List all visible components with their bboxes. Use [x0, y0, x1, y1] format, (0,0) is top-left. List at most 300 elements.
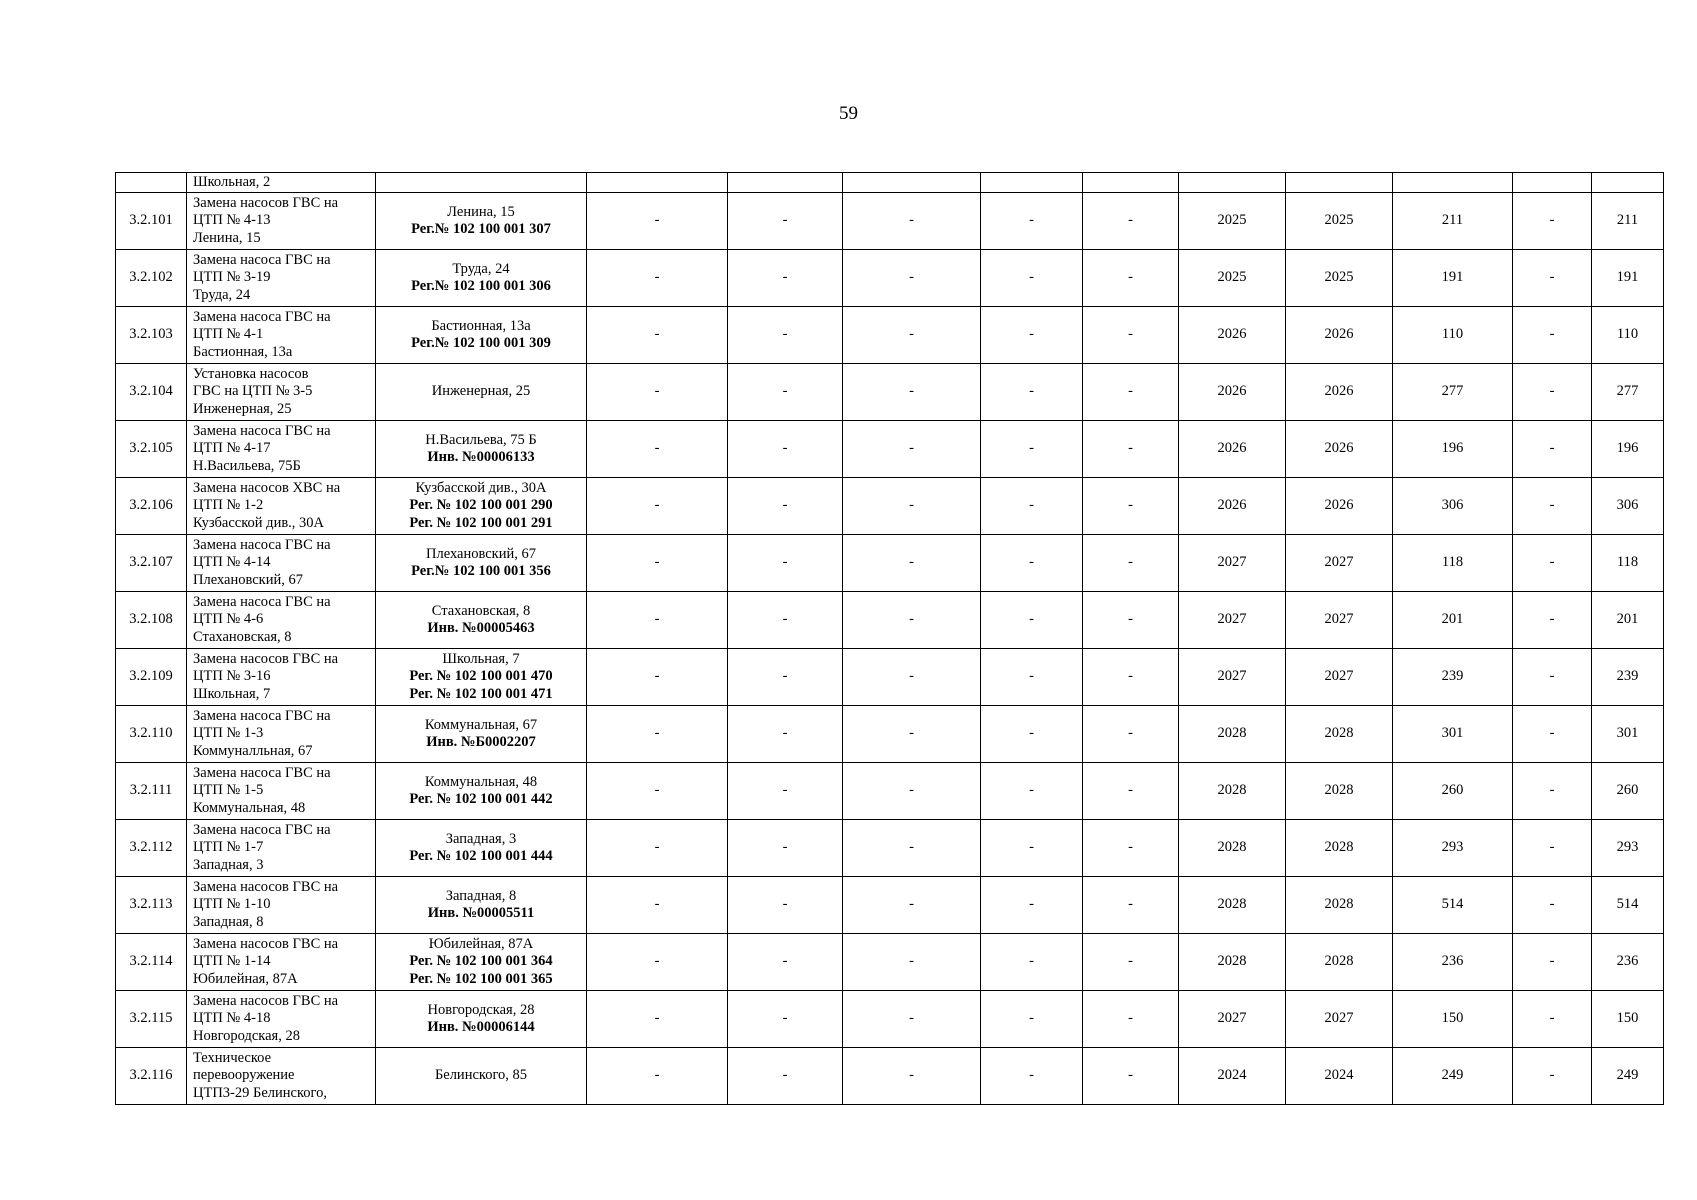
cell-value-other: - [1513, 421, 1592, 478]
cell-year-start: 2027 [1179, 649, 1286, 706]
cell-value-other: - [1513, 763, 1592, 820]
cell-total: 196 [1592, 421, 1664, 478]
registration-number: Рег. № 102 100 001 471 [409, 685, 553, 702]
cell-year-end: 2026 [1286, 364, 1393, 421]
cell-value-other: - [1513, 592, 1592, 649]
cell-col5: - [728, 307, 843, 364]
table-row [116, 364, 1664, 421]
name-line: ЦТП № 1-5 [193, 782, 264, 799]
registration-number: Инв. №00006133 [427, 449, 535, 465]
cell-total: 260 [1592, 763, 1664, 820]
cell-value-other: - [1513, 877, 1592, 934]
registration-number: Рег. № 102 100 001 291 [409, 514, 553, 531]
cell-num: 3.2.112 [116, 820, 187, 877]
cell-col6: - [843, 193, 981, 250]
address-line: Коммунальная, 48 [424, 773, 538, 790]
cell-col6: - [843, 763, 981, 820]
name-line: Замена насоса ГВС на [193, 251, 331, 268]
cell-name [187, 649, 376, 706]
name-line: Замена насоса ГВС на [193, 308, 331, 325]
cell-col4: - [587, 934, 728, 991]
cell-col6: - [843, 877, 981, 934]
cell-col8: - [1083, 877, 1179, 934]
cell-address [376, 706, 587, 763]
cell-total [1592, 173, 1664, 193]
cell-col6 [843, 173, 981, 193]
table-row [116, 421, 1664, 478]
table-row [116, 991, 1664, 1048]
registration-number: Рег. № 102 100 001 364 [409, 953, 553, 970]
cell-value [1393, 173, 1513, 193]
cell-value-other: - [1513, 706, 1592, 763]
cell-col4: - [587, 877, 728, 934]
cell-col4: - [587, 592, 728, 649]
cell-year-start [1179, 173, 1286, 193]
cell-col5: - [728, 1048, 843, 1105]
cell-col6: - [843, 820, 981, 877]
cell-col8: - [1083, 250, 1179, 307]
cell-col8: - [1083, 307, 1179, 364]
cell-col4: - [587, 991, 728, 1048]
cell-name [187, 478, 376, 535]
cell-col4: - [587, 535, 728, 592]
name-line: Труда, 24 [193, 286, 251, 303]
cell-col7: - [981, 934, 1083, 991]
cell-address [376, 307, 587, 364]
cell-col4 [587, 173, 728, 193]
name-line: Стахановская, 8 [193, 628, 292, 645]
cell-col7: - [981, 820, 1083, 877]
cell-total: 110 [1592, 307, 1664, 364]
cell-value: 191 [1393, 250, 1513, 307]
name-line: ЦТП № 4-14 [193, 554, 271, 571]
name-line: Н.Васильева, 75Б [193, 457, 301, 474]
cell-address [376, 193, 587, 250]
cell-col7: - [981, 250, 1083, 307]
name-line: ЦТП3-29 Белинского, [193, 1084, 327, 1101]
name-line: Замена насоса ГВС на [193, 764, 331, 781]
address-line: Труда, 24 [452, 260, 510, 277]
cell-name: Школьная, 2 [187, 173, 376, 193]
cell-year-end: 2026 [1286, 307, 1393, 364]
cell-value-other: - [1513, 1048, 1592, 1105]
cell-name [187, 763, 376, 820]
cell-col6: - [843, 706, 981, 763]
cell-col6: - [843, 307, 981, 364]
cell-value: 260 [1393, 763, 1513, 820]
name-line: Замена насосов ГВС на [193, 194, 339, 211]
cell-num: 3.2.109 [116, 649, 187, 706]
cell-address [376, 364, 587, 421]
table-row [116, 535, 1664, 592]
cell-value: 301 [1393, 706, 1513, 763]
cell-value: 201 [1393, 592, 1513, 649]
cell-col5: - [728, 763, 843, 820]
cell-year-end: 2024 [1286, 1048, 1393, 1105]
cell-value: 211 [1393, 193, 1513, 250]
cell-total: 301 [1592, 706, 1664, 763]
cell-col8: - [1083, 364, 1179, 421]
cell-name [187, 1048, 376, 1105]
cell-col5: - [728, 193, 843, 250]
cell-num: 3.2.115 [116, 991, 187, 1048]
name-line: Ленина, 15 [193, 229, 261, 246]
cell-year-end: 2027 [1286, 535, 1393, 592]
cell-name [187, 991, 376, 1048]
cell-total: 277 [1592, 364, 1664, 421]
name-line: Замена насоса ГВС на [193, 593, 331, 610]
table-row [116, 877, 1664, 934]
cell-address [376, 877, 587, 934]
name-line: Замена насоса ГВС на [193, 821, 331, 838]
cell-col5: - [728, 250, 843, 307]
cell-num: 3.2.111 [116, 763, 187, 820]
cell-num: 3.2.113 [116, 877, 187, 934]
cell-col5: - [728, 877, 843, 934]
cell-total: 306 [1592, 478, 1664, 535]
cell-total: 249 [1592, 1048, 1664, 1105]
cell-total: 236 [1592, 934, 1664, 991]
name-line: Коммунальная, 48 [193, 799, 306, 816]
cell-year-start: 2026 [1179, 478, 1286, 535]
cell-total: 239 [1592, 649, 1664, 706]
cell-year-end: 2025 [1286, 250, 1393, 307]
cell-name [187, 193, 376, 250]
name-line: Замена насосов ХВС на [193, 479, 341, 496]
cell-value-other: - [1513, 934, 1592, 991]
table-row [116, 307, 1664, 364]
cell-num: 3.2.101 [116, 193, 187, 250]
registration-number: Инв. №00006144 [427, 1019, 535, 1035]
cell-name [187, 706, 376, 763]
cell-col5: - [728, 478, 843, 535]
name-line: перевооружение [193, 1067, 295, 1084]
name-line: ЦТП № 3-16 [193, 668, 271, 685]
cell-col4: - [587, 421, 728, 478]
table-row-continued [116, 173, 1664, 193]
cell-total: 150 [1592, 991, 1664, 1048]
name-line: ЦТП № 1-14 [193, 953, 271, 970]
cell-col4: - [587, 649, 728, 706]
table-row [116, 649, 1664, 706]
cell-name [187, 934, 376, 991]
cell-col7: - [981, 877, 1083, 934]
cell-address [376, 592, 587, 649]
cell-col6: - [843, 991, 981, 1048]
name-line: Плехановский, 67 [193, 571, 303, 588]
cell-col6: - [843, 1048, 981, 1105]
registration-number: Рег. № 102 100 001 290 [409, 497, 553, 514]
registration-number: Рег. № 102 100 001 442 [409, 791, 553, 807]
table-body [116, 173, 1664, 1105]
name-line: ЦТП № 1-7 [193, 839, 264, 856]
cell-col5 [728, 173, 843, 193]
cell-address [376, 173, 587, 193]
name-line: Замена насоса ГВС на [193, 536, 331, 553]
cell-col7: - [981, 763, 1083, 820]
cell-value-other: - [1513, 535, 1592, 592]
registration-number: Инв. №00005463 [427, 620, 535, 636]
cell-value: 118 [1393, 535, 1513, 592]
cell-num [116, 173, 187, 193]
table-row [116, 820, 1664, 877]
name-line: ЦТП № 4-6 [193, 611, 264, 628]
cell-col4: - [587, 307, 728, 364]
cell-year-start: 2026 [1179, 421, 1286, 478]
cell-year-end: 2028 [1286, 763, 1393, 820]
name-line: Кузбасской див., 30А [193, 514, 325, 531]
cell-col7 [981, 173, 1083, 193]
registration-number: Рег. № 102 100 001 365 [409, 970, 553, 987]
cell-value: 277 [1393, 364, 1513, 421]
cell-num: 3.2.110 [116, 706, 187, 763]
cell-address [376, 478, 587, 535]
name-line: ГВС на ЦТП № 3-5 [193, 383, 313, 400]
cell-col5: - [728, 649, 843, 706]
cell-col6: - [843, 421, 981, 478]
cell-value-other: - [1513, 250, 1592, 307]
cell-value-other: - [1513, 478, 1592, 535]
cell-total: 201 [1592, 592, 1664, 649]
table-row [116, 1048, 1664, 1105]
cell-year-end: 2026 [1286, 421, 1393, 478]
address-line: Инженерная, 25 [431, 383, 531, 400]
cell-name [187, 421, 376, 478]
cell-value-other [1513, 173, 1592, 193]
cell-col8 [1083, 173, 1179, 193]
cell-num: 3.2.104 [116, 364, 187, 421]
cell-col8: - [1083, 1048, 1179, 1105]
name-line: Установка насосов [193, 365, 309, 382]
cell-col6: - [843, 364, 981, 421]
cell-year-start: 2028 [1179, 877, 1286, 934]
cell-num: 3.2.114 [116, 934, 187, 991]
cell-col6: - [843, 478, 981, 535]
cell-num: 3.2.103 [116, 307, 187, 364]
cell-value: 514 [1393, 877, 1513, 934]
cell-total: 514 [1592, 877, 1664, 934]
registration-number: Инв. №Б0002207 [426, 734, 536, 750]
cell-value-other: - [1513, 649, 1592, 706]
name-line: Техническое [193, 1049, 272, 1066]
table-row [116, 250, 1664, 307]
name-line: ЦТП № 3-19 [193, 269, 271, 286]
address-line: Н.Васильева, 75 Б [425, 431, 537, 448]
cell-col6: - [843, 934, 981, 991]
cell-year-start: 2027 [1179, 592, 1286, 649]
cell-year-start: 2026 [1179, 364, 1286, 421]
cell-col6: - [843, 592, 981, 649]
cell-year-end: 2028 [1286, 820, 1393, 877]
cell-total: 118 [1592, 535, 1664, 592]
address-line: Кузбасской див., 30А [415, 479, 547, 496]
cell-year-end: 2028 [1286, 877, 1393, 934]
cell-col8: - [1083, 535, 1179, 592]
cell-value-other: - [1513, 991, 1592, 1048]
cell-col6: - [843, 649, 981, 706]
cell-col4: - [587, 193, 728, 250]
cell-address [376, 649, 587, 706]
cell-address [376, 991, 587, 1048]
cell-col4: - [587, 763, 728, 820]
registration-number: Инв. №00005511 [427, 905, 535, 921]
cell-col5: - [728, 364, 843, 421]
name-line: Коммуналльная, 67 [193, 742, 313, 759]
cell-year-end: 2025 [1286, 193, 1393, 250]
table-row [116, 193, 1664, 250]
name-line: Юбилейная, 87А [193, 970, 298, 987]
name-line: ЦТП № 1-2 [193, 497, 264, 514]
cell-col8: - [1083, 934, 1179, 991]
table-row [116, 706, 1664, 763]
cell-year-start: 2024 [1179, 1048, 1286, 1105]
cell-total: 293 [1592, 820, 1664, 877]
cell-col8: - [1083, 649, 1179, 706]
name-line: ЦТП № 1-3 [193, 725, 264, 742]
cell-value: 249 [1393, 1048, 1513, 1105]
cell-address [376, 535, 587, 592]
address-line: Новгородская, 28 [427, 1001, 535, 1018]
cell-col4: - [587, 478, 728, 535]
table-row [116, 763, 1664, 820]
address-line: Бастионная, 13а [431, 317, 531, 334]
address-line: Западная, 3 [445, 830, 517, 847]
works-table [115, 172, 1664, 1105]
address-line: Стахановская, 8 [431, 602, 531, 619]
cell-value-other: - [1513, 193, 1592, 250]
cell-num: 3.2.108 [116, 592, 187, 649]
cell-address [376, 820, 587, 877]
cell-address [376, 763, 587, 820]
name-line: Западная, 8 [193, 913, 264, 930]
registration-number: Рег.№ 102 100 001 306 [411, 278, 551, 294]
name-line: Замена насосов ГВС на [193, 650, 339, 667]
cell-col5: - [728, 991, 843, 1048]
cell-year-start: 2025 [1179, 250, 1286, 307]
name-line: ЦТП № 4-1 [193, 326, 264, 343]
cell-col6: - [843, 535, 981, 592]
registration-number: Рег.№ 102 100 001 309 [411, 335, 551, 351]
cell-year-start: 2027 [1179, 991, 1286, 1048]
cell-col7: - [981, 478, 1083, 535]
cell-name [187, 592, 376, 649]
cell-col4: - [587, 1048, 728, 1105]
registration-number: Рег.№ 102 100 001 356 [411, 563, 551, 579]
cell-col5: - [728, 706, 843, 763]
cell-year-end: 2028 [1286, 934, 1393, 991]
cell-col7: - [981, 649, 1083, 706]
address-line: Белинского, 85 [434, 1067, 528, 1084]
cell-value-other: - [1513, 307, 1592, 364]
name-line: ЦТП № 4-13 [193, 212, 271, 229]
table-row [116, 592, 1664, 649]
address-line: Ленина, 15 [447, 203, 515, 220]
cell-col8: - [1083, 763, 1179, 820]
cell-address [376, 934, 587, 991]
address-line: Коммунальная, 67 [424, 716, 538, 733]
address-line: Школьная, 7 [442, 650, 520, 667]
cell-col7: - [981, 364, 1083, 421]
cell-col4: - [587, 364, 728, 421]
address-line: Юбилейная, 87А [428, 935, 534, 952]
name-line: Замена насоса ГВС на [193, 707, 331, 724]
registration-number: Рег.№ 102 100 001 307 [411, 221, 551, 237]
cell-address [376, 421, 587, 478]
cell-name [187, 250, 376, 307]
cell-address [376, 250, 587, 307]
cell-value: 306 [1393, 478, 1513, 535]
cell-col8: - [1083, 820, 1179, 877]
cell-col8: - [1083, 706, 1179, 763]
cell-year-start: 2028 [1179, 706, 1286, 763]
name-line: Западная, 3 [193, 856, 264, 873]
name-line: Замена насоса ГВС на [193, 422, 331, 439]
cell-total: 211 [1592, 193, 1664, 250]
cell-year-start: 2025 [1179, 193, 1286, 250]
cell-value: 110 [1393, 307, 1513, 364]
cell-year-start: 2028 [1179, 763, 1286, 820]
cell-col8: - [1083, 592, 1179, 649]
cell-address [376, 1048, 587, 1105]
cell-col7: - [981, 535, 1083, 592]
cell-name [187, 877, 376, 934]
cell-col7: - [981, 1048, 1083, 1105]
cell-col4: - [587, 250, 728, 307]
cell-value: 239 [1393, 649, 1513, 706]
registration-number: Рег. № 102 100 001 444 [409, 848, 553, 864]
cell-col5: - [728, 421, 843, 478]
cell-year-end: 2028 [1286, 706, 1393, 763]
name-line: ЦТП № 1-10 [193, 896, 271, 913]
name-line: Инженерная, 25 [193, 400, 292, 417]
cell-col5: - [728, 820, 843, 877]
cell-col7: - [981, 193, 1083, 250]
cell-value: 293 [1393, 820, 1513, 877]
cell-name [187, 364, 376, 421]
cell-col6: - [843, 250, 981, 307]
cell-num: 3.2.105 [116, 421, 187, 478]
cell-col8: - [1083, 421, 1179, 478]
cell-col7: - [981, 592, 1083, 649]
name-line: ЦТП № 4-17 [193, 440, 271, 457]
cell-year-start: 2028 [1179, 934, 1286, 991]
cell-col7: - [981, 706, 1083, 763]
cell-value-other: - [1513, 364, 1592, 421]
cell-year-start: 2028 [1179, 820, 1286, 877]
cell-year-start: 2026 [1179, 307, 1286, 364]
cell-value: 196 [1393, 421, 1513, 478]
cell-col8: - [1083, 991, 1179, 1048]
cell-total: 191 [1592, 250, 1664, 307]
cell-name [187, 535, 376, 592]
table-row [116, 934, 1664, 991]
cell-year-end: 2027 [1286, 991, 1393, 1048]
name-line: Замена насосов ГВС на [193, 992, 339, 1009]
cell-col8: - [1083, 478, 1179, 535]
name-line: ЦТП № 4-18 [193, 1010, 271, 1027]
cell-num: 3.2.116 [116, 1048, 187, 1105]
cell-col4: - [587, 820, 728, 877]
cell-col7: - [981, 421, 1083, 478]
cell-name [187, 307, 376, 364]
cell-value-other: - [1513, 820, 1592, 877]
cell-year-end: 2027 [1286, 649, 1393, 706]
table-row [116, 478, 1664, 535]
cell-year-end: 2027 [1286, 592, 1393, 649]
name-line: Замена насосов ГВС на [193, 878, 339, 895]
name-line: Школьная, 7 [193, 685, 271, 702]
cell-col7: - [981, 307, 1083, 364]
